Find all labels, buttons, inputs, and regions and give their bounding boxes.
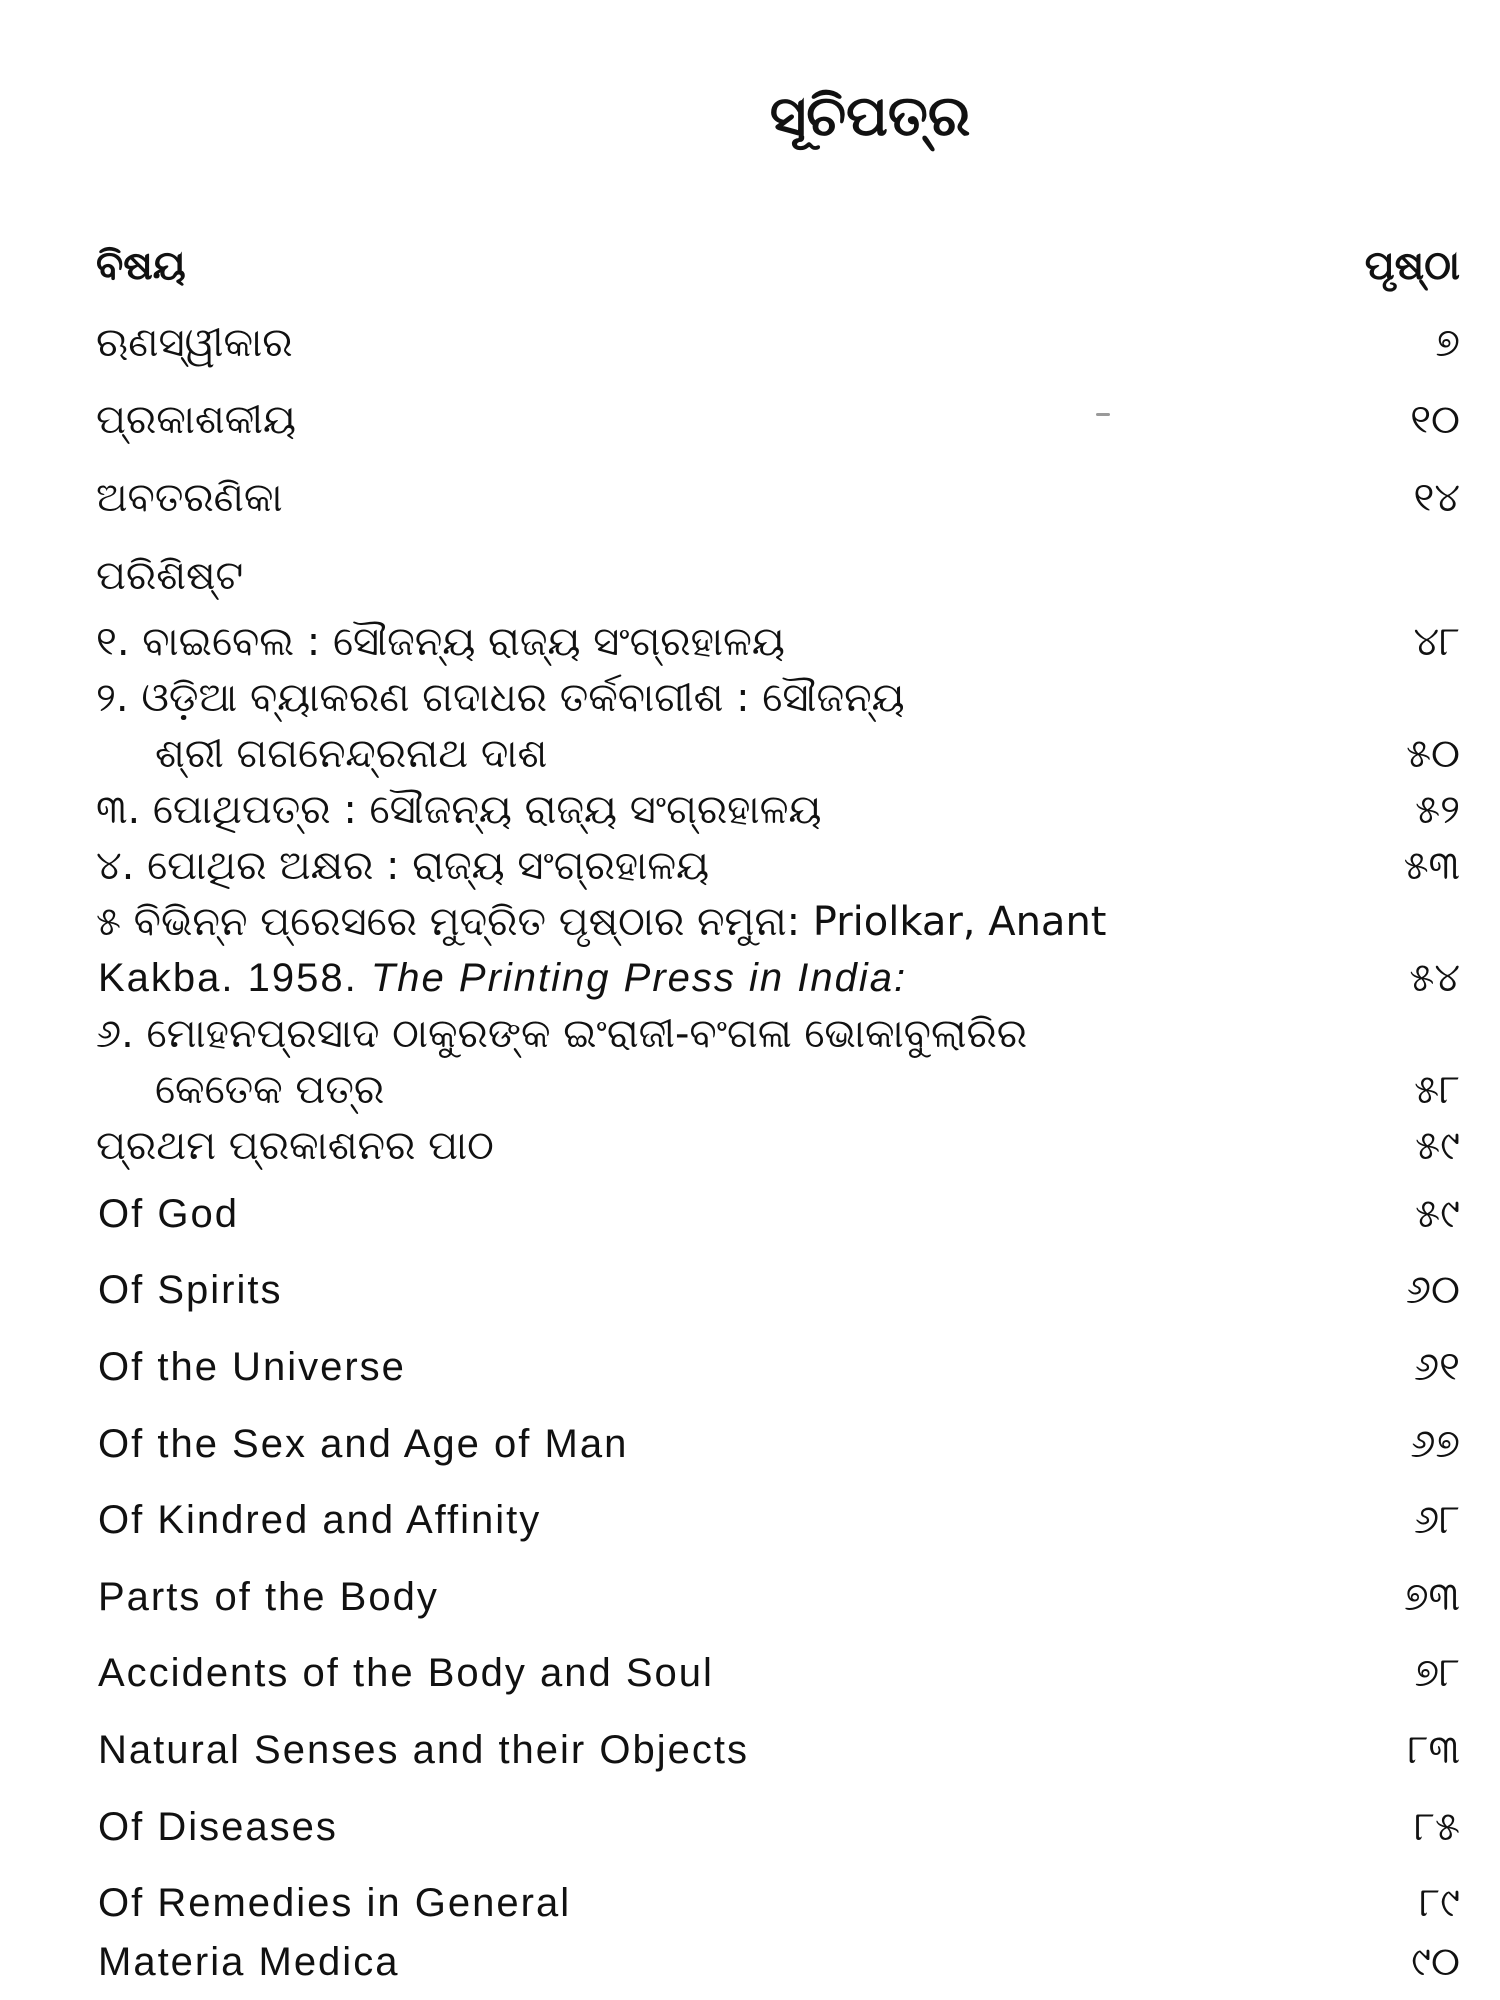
toc-entry-page: ୬୦ <box>1405 1267 1460 1313</box>
toc-entry-title: ୩. ପୋଥିପତ୍ର : ସୌଜନ୍ୟ ରାଜ୍ୟ ସଂଗ୍ରହାଳୟ <box>96 787 822 833</box>
toc-entry-page: ୧୪ <box>1413 475 1460 521</box>
toc-entry <box>0 1414 1500 1474</box>
toc-entry-title: Of Spirits <box>98 1268 283 1312</box>
toc-entry-page: ୭ <box>1435 320 1460 366</box>
toc-entry-title: ପ୍ରକାଶକୀୟ <box>96 397 296 443</box>
toc-entry-title: ୫ ବିଭିନ୍ନ ପ୍ରେସରେ ମୁଦ୍ରିତ ପୃଷ୍ଠାର ନମୁନା: Priolkar, Anant <box>96 899 1107 945</box>
toc-section-heading <box>0 546 1500 606</box>
toc-entry <box>0 892 1500 952</box>
toc-entry <box>0 1797 1500 1857</box>
toc-entry-page: ୯୦ <box>1411 1939 1460 1985</box>
toc-entry-page: ୮୩ <box>1407 1727 1460 1773</box>
toc-entry <box>0 612 1500 672</box>
toc-entry-page: ୬୮ <box>1414 1497 1460 1543</box>
toc-entry <box>0 1337 1500 1397</box>
toc-entry <box>0 1567 1500 1627</box>
page-column-header: ପୃଷ୍ଠା <box>1364 243 1460 289</box>
toc-entry-title: ୨. ଓଡ଼ିଆ ବ୍ୟାକରଣ ଗଦାଧର ତର୍କବାଗୀଶ : ସୌଜନ୍ୟ <box>96 675 905 721</box>
toc-entry-title: ପରିଶିଷ୍ଟ <box>96 553 244 599</box>
toc-entry-page: ୬୭ <box>1410 1421 1460 1467</box>
toc-entry <box>0 1643 1500 1703</box>
toc-entry-continuation <box>0 948 1500 1008</box>
toc-entry-title: ପ୍ରଥମ ପ୍ରକାଶନର ପାଠ <box>96 1123 494 1169</box>
toc-entry-title: Of the Universe <box>98 1345 406 1389</box>
toc-entry <box>0 1873 1500 1933</box>
toc-entry <box>0 468 1500 528</box>
toc-entry-title: Of the Sex and Age of Man <box>98 1422 629 1466</box>
toc-entry <box>0 390 1500 450</box>
toc-entry <box>0 1720 1500 1780</box>
toc-entry-page: ୮୫ <box>1414 1804 1460 1850</box>
toc-entry-title: Of Remedies in General <box>98 1881 572 1925</box>
toc-entry-page: ୫୮ <box>1414 1067 1460 1113</box>
toc-entry-page: ୫୦ <box>1406 731 1460 777</box>
citation-book-title: The Printing Press in India: <box>370 956 908 1000</box>
toc-entry-page: ୫୯ <box>1415 1123 1460 1169</box>
scan-speck <box>1096 413 1110 416</box>
toc-entry-title: Accidents of the Body and Soul <box>98 1651 714 1695</box>
toc-entry <box>0 780 1500 840</box>
toc-entry-continuation <box>0 724 1500 784</box>
toc-entry <box>0 1490 1500 1550</box>
toc-entry-title: ଋଣସ୍ୱୀକାର <box>96 320 293 366</box>
toc-entry-title: ୪. ପୋଥିର ଅକ୍ଷର : ରାଜ୍ୟ ସଂଗ୍ରହାଳୟ <box>96 843 710 889</box>
citation-text: Kakba. 1958. <box>98 956 358 1000</box>
toc-entry <box>0 1260 1500 1320</box>
toc-entry-page: ୫୪ <box>1409 955 1460 1001</box>
page-title: ସୂଚିପତ୍ର <box>769 84 971 149</box>
toc-entry-page: ୧୦ <box>1410 397 1460 443</box>
toc-entry <box>0 1184 1500 1244</box>
toc-entry-page: ୭୩ <box>1404 1574 1460 1620</box>
toc-entry <box>0 1004 1500 1064</box>
toc-entry-continuation <box>0 1060 1500 1120</box>
toc-entry <box>0 313 1500 373</box>
subject-column-header: ବିଷୟ <box>96 243 186 289</box>
toc-entry-page: ୬୧ <box>1414 1344 1460 1390</box>
toc-entry-title: Parts of the Body <box>98 1575 439 1619</box>
toc-entry-title: Natural Senses and their Objects <box>98 1728 749 1772</box>
toc-entry-page: ୫୯ <box>1415 1191 1460 1237</box>
toc-entry-title: କେତେକ ପତ୍ର <box>155 1067 385 1113</box>
toc-entry-title: Of Diseases <box>98 1805 338 1849</box>
toc-entry-title: Materia Medica <box>98 1940 400 1984</box>
toc-entry-title: Of Kindred and Affinity <box>98 1498 542 1542</box>
toc-entry-title: ୧. ବାଇବେଲ : ସୌଜନ୍ୟ ରାଜ୍ୟ ସଂଗ୍ରହାଳୟ <box>96 619 785 665</box>
toc-entry-title: ଶ୍ରୀ ଗଗନେନ୍ଦ୍ରନାଥ ଦାଶ <box>155 731 548 777</box>
toc-entry-page: ୫୨ <box>1415 787 1460 833</box>
toc-entry <box>0 1116 1500 1176</box>
toc-entry-page: ୭୮ <box>1414 1650 1460 1696</box>
contents-header-row <box>0 236 1500 296</box>
toc-entry-title: ୬. ମୋହନପ୍ରସାଦ ଠାକୁରଙ୍କ ଇଂରାଜୀ-ବଂଗଳା ଭୋକାବୁଲାରିର <box>96 1011 1028 1057</box>
toc-entry-page: ୫୩ <box>1403 843 1460 889</box>
toc-entry <box>0 668 1500 728</box>
toc-entry-page: ୮୯ <box>1419 1880 1460 1926</box>
toc-entry-page: ୪୮ <box>1413 619 1460 665</box>
toc-entry-title: Of God <box>98 1192 239 1236</box>
toc-entry <box>0 836 1500 896</box>
toc-entry <box>0 1932 1500 1992</box>
toc-entry-title: ଅବତରଣିକା <box>96 475 283 521</box>
toc-entry-title <box>98 948 907 1008</box>
